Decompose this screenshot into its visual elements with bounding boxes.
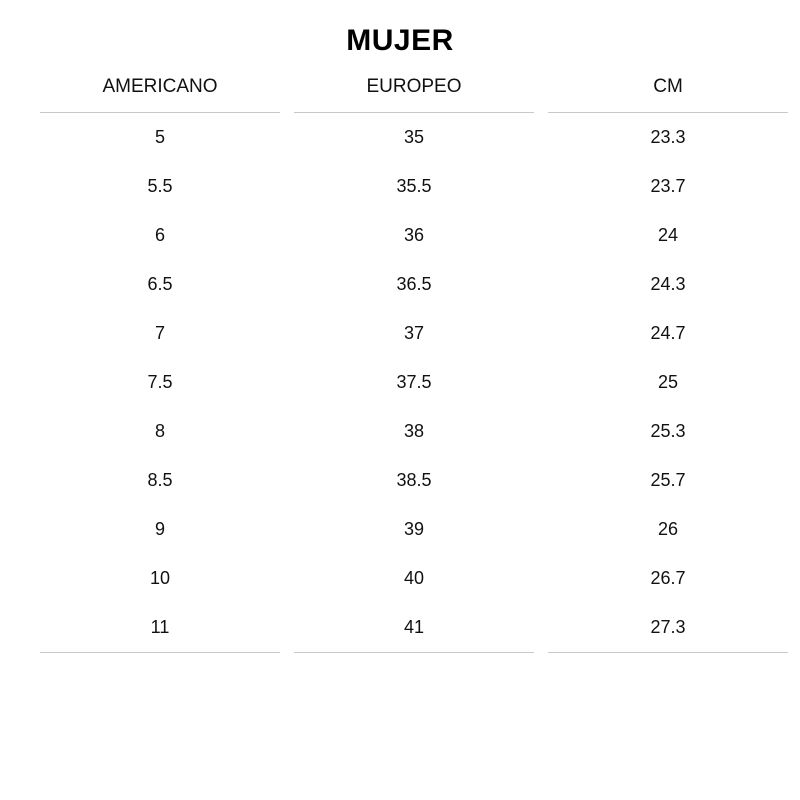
cell-cm: 23.3 [650, 127, 686, 147]
cell-americano: 8 [154, 421, 165, 441]
cell-gap [280, 113, 294, 163]
table-header-row [40, 72, 788, 113]
cell-gap [534, 113, 548, 163]
cell-gap [534, 260, 548, 309]
cell-gap [534, 554, 548, 603]
cell-europeo: 36 [403, 225, 425, 245]
cell-americano: 6 [154, 225, 165, 245]
cell-gap [280, 260, 294, 309]
cell-gap [280, 505, 294, 554]
table-row [40, 407, 788, 456]
table-row [40, 113, 788, 163]
column-header-americano: AMERICANO [40, 72, 280, 113]
cell-cm: 25 [657, 372, 679, 392]
cell-americano: 7.5 [147, 372, 173, 392]
cell-gap [534, 211, 548, 260]
cell-europeo: 39 [403, 519, 425, 539]
cell-cm: 27.3 [548, 603, 788, 653]
cell-cm: 24 [657, 225, 679, 245]
cell-americano: 5.5 [147, 176, 173, 196]
table-row [40, 260, 788, 309]
cell-cm: 23.7 [650, 176, 686, 196]
cell-gap [534, 456, 548, 505]
column-header-cm: CM [548, 72, 788, 113]
cell-europeo: 37.5 [396, 372, 432, 392]
cell-cm: 26.7 [650, 568, 686, 588]
cell-europeo: 37 [403, 323, 425, 343]
cell-europeo: 35 [403, 127, 425, 147]
cell-gap [280, 358, 294, 407]
cell-gap [534, 505, 548, 554]
cell-cm: 25.3 [650, 421, 686, 441]
cell-americano: 7 [154, 323, 165, 343]
cell-gap [280, 211, 294, 260]
cell-americano: 8.5 [147, 470, 173, 490]
cell-americano: 5 [154, 127, 165, 147]
table-body [40, 113, 788, 653]
table-row [40, 162, 788, 211]
page-title: MUJER [346, 24, 454, 57]
table-header [40, 72, 788, 113]
column-header-europeo: EUROPEO [294, 72, 534, 113]
cell-cm: 26 [657, 519, 679, 539]
cell-europeo: 38.5 [396, 470, 432, 490]
cell-europeo: 40 [403, 568, 425, 588]
header-gap-1 [280, 72, 294, 113]
cell-gap [280, 603, 294, 653]
table-row [40, 603, 788, 653]
cell-europeo: 41 [294, 603, 534, 653]
table-row [40, 456, 788, 505]
cell-gap [534, 309, 548, 358]
cell-gap [534, 603, 548, 653]
cell-americano: 11 [40, 603, 280, 653]
cell-gap [280, 456, 294, 505]
cell-europeo: 38 [403, 421, 425, 441]
table-row [40, 309, 788, 358]
cell-gap [280, 162, 294, 211]
cell-gap [534, 162, 548, 211]
cell-europeo: 35.5 [396, 176, 432, 196]
table-row [40, 505, 788, 554]
cell-gap [534, 358, 548, 407]
cell-cm: 25.7 [650, 470, 686, 490]
cell-gap [280, 407, 294, 456]
table-row [40, 554, 788, 603]
cell-gap [280, 309, 294, 358]
cell-gap [534, 407, 548, 456]
cell-europeo: 36.5 [396, 274, 432, 294]
cell-americano: 9 [154, 519, 165, 539]
cell-americano: 6.5 [147, 274, 173, 294]
size-conversion-table [40, 72, 788, 653]
cell-cm: 24.7 [650, 323, 686, 343]
cell-cm: 24.3 [650, 274, 686, 294]
cell-americano: 10 [149, 568, 171, 588]
header-gap-2 [534, 72, 548, 113]
table-row [40, 211, 788, 260]
cell-gap [280, 554, 294, 603]
table-row [40, 358, 788, 407]
